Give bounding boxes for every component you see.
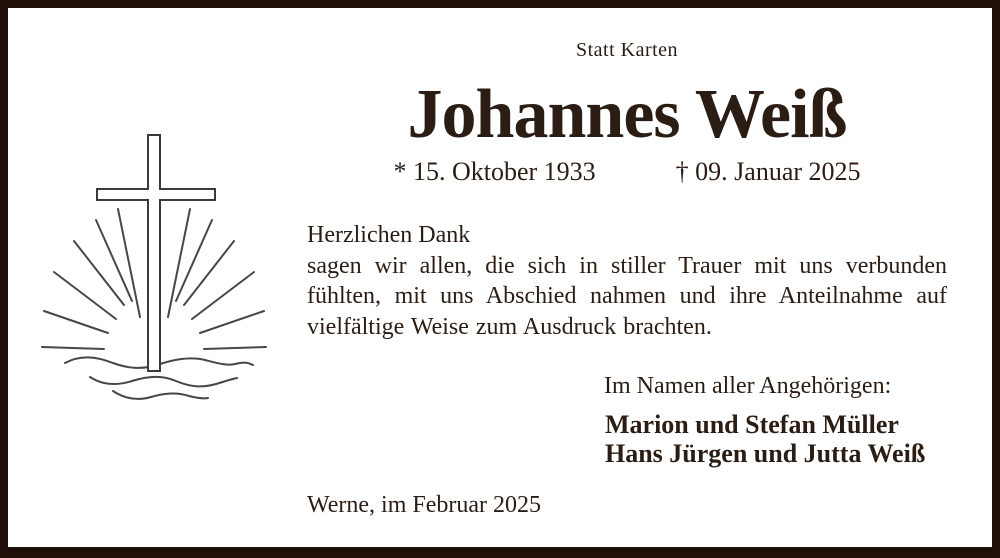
pre-title: Statt Karten bbox=[575, 39, 679, 61]
death-date: † 09. Januar 2025 bbox=[675, 157, 861, 186]
thanks-body: sagen wir allen, die sich in stiller Trauer mit uns verbunden fühlten, mit uns Abschied nahmen und ihre Anteilnahme auf vielfältige Weise zum Ausdruck brachten. bbox=[307, 252, 947, 340]
place-and-date: Werne, im Februar 2025 bbox=[307, 491, 541, 518]
notice-text-column bbox=[307, 38, 947, 520]
cross-with-rays-and-water-icon bbox=[30, 125, 270, 415]
thanks-heading: Herzlichen Dank bbox=[307, 222, 471, 249]
birth-date: * 15. Oktober 1933 bbox=[393, 157, 596, 186]
family-name-line: Marion und Stefan Müller bbox=[605, 409, 899, 439]
family-name-line: Hans Jürgen und Jutta Weiß bbox=[605, 438, 926, 468]
deceased-name: Johannes Weiß bbox=[407, 76, 847, 153]
life-dates bbox=[307, 156, 947, 187]
in-name-of-line: Im Namen aller Angehörigen: bbox=[604, 373, 892, 400]
family-names bbox=[605, 410, 947, 468]
